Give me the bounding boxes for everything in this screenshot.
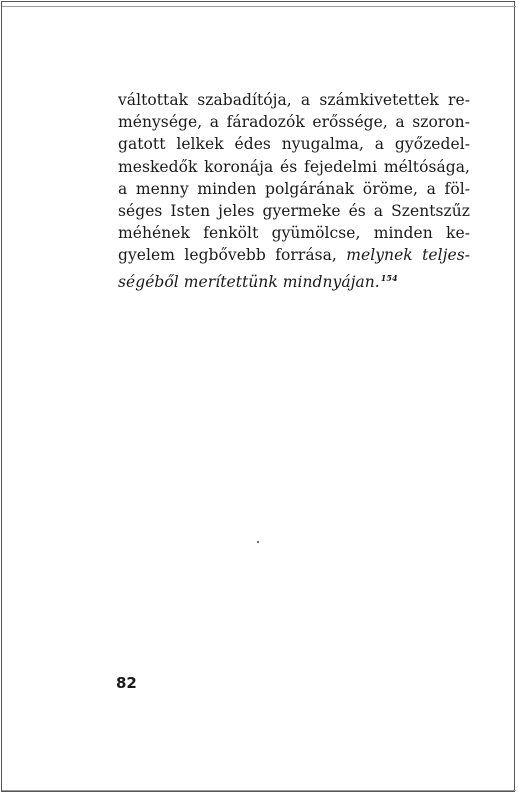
- text-line-8: [118, 244, 470, 266]
- text-line-8-roman: gyelem legbővebb forrása,: [118, 246, 347, 265]
- text-line-2: ménysége, a fáradozók erőssége, a szoron-: [118, 113, 470, 132]
- text-line-1: váltottak szabadítója, a számkivetettek re-: [118, 91, 470, 109]
- top-rule: [2, 6, 516, 7]
- page-number: 82: [116, 674, 137, 692]
- text-line-3: gatott lelkek édes nyugalma, a győzedel-: [118, 135, 470, 154]
- text-line-9-italic: ségéből merítettünk mindnyájan.: [118, 272, 380, 291]
- footnote-reference: 154: [380, 272, 398, 283]
- speck: [257, 541, 259, 543]
- bottom-rule: [2, 790, 516, 791]
- text-line-8-italic: melynek teljes-: [346, 246, 470, 265]
- text-line-7: méhének fenkölt gyümölcse, minden ke-: [118, 224, 470, 243]
- body-paragraph: [118, 89, 470, 293]
- text-line-5: a menny minden polgárának öröme, a föl-: [118, 179, 470, 198]
- text-line-6: séges Isten jeles gyermeke és a Szentszűz: [118, 202, 470, 221]
- text-line-9: [118, 267, 470, 293]
- text-line-4: meskedők koronája és fejedelmi méltósága,: [118, 157, 470, 176]
